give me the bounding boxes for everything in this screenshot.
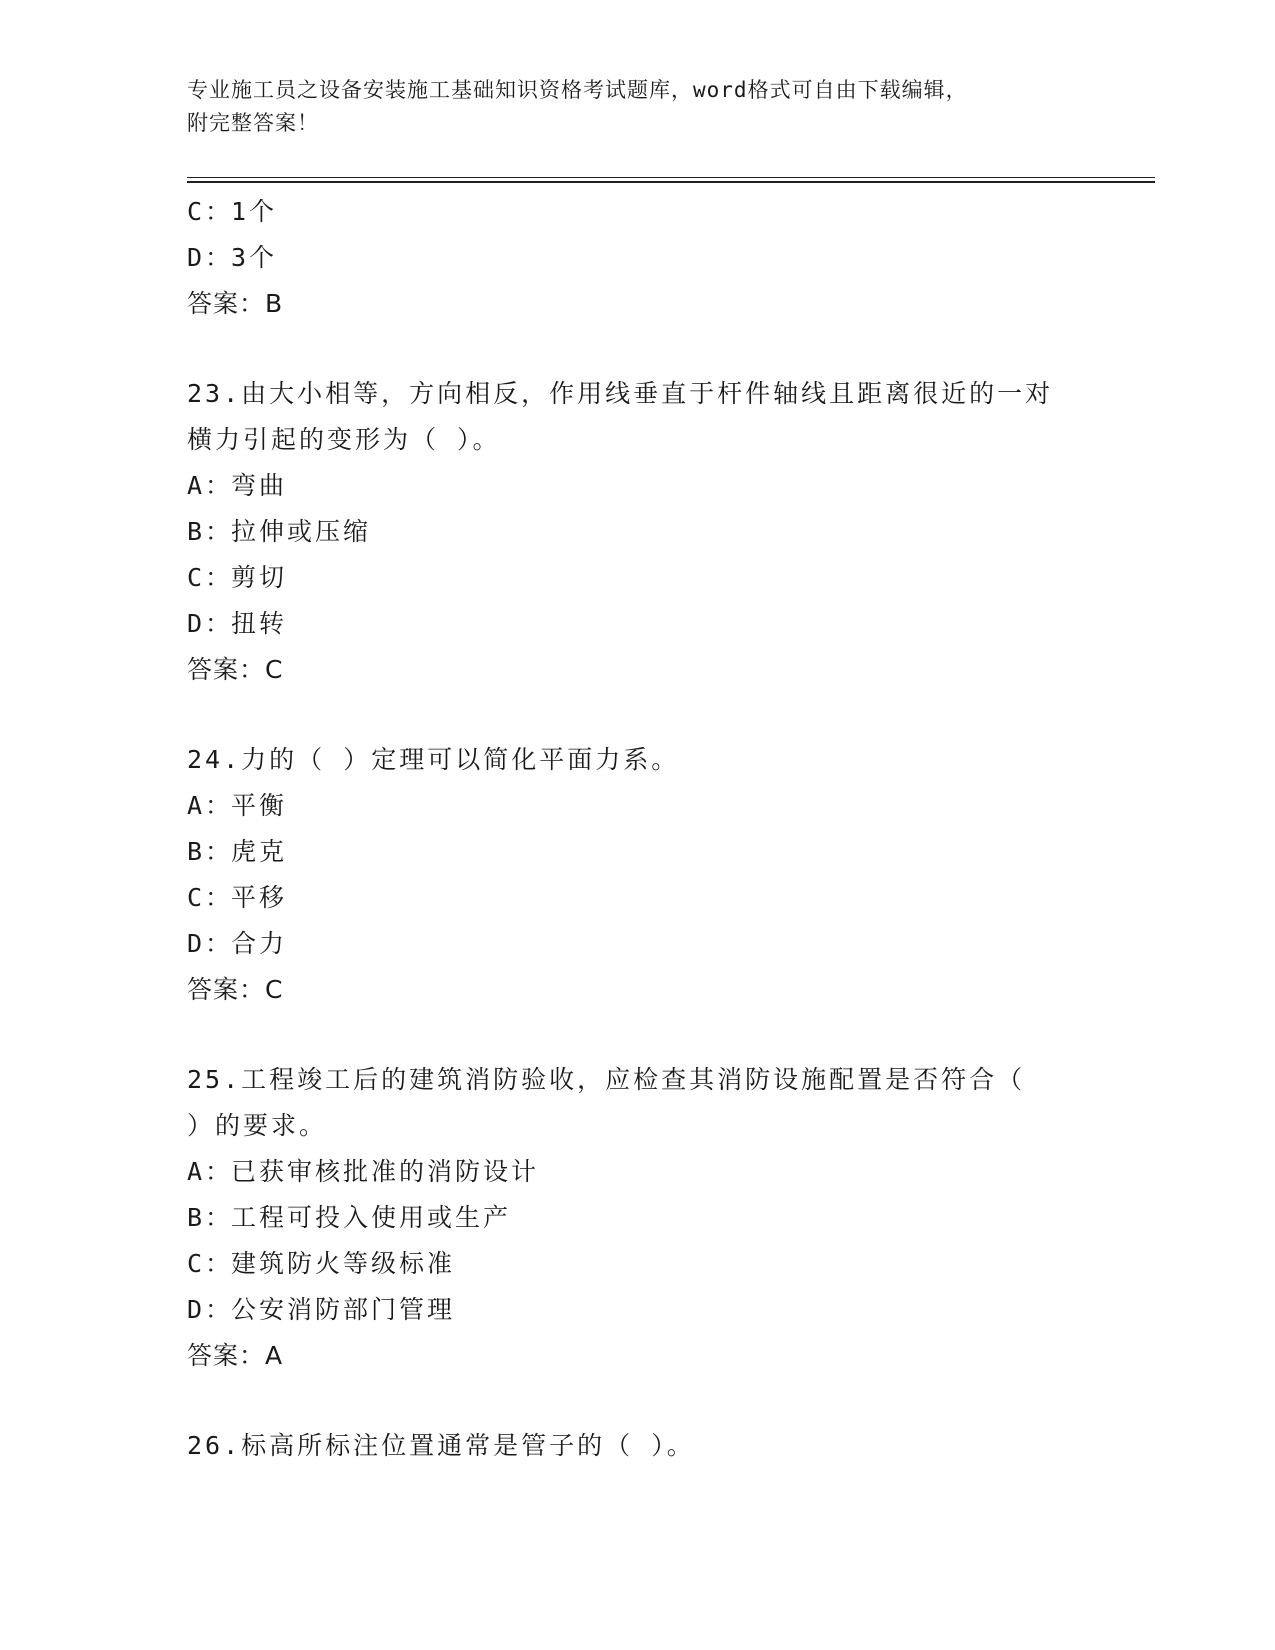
option-c [187,555,1147,601]
option-a [187,1149,1147,1195]
option-label: B： [187,837,234,866]
option-text: 平衡 [231,791,288,820]
option-label: A： [187,471,234,500]
option-b [187,829,1147,875]
option-label: B： [187,517,234,546]
option-b [187,509,1147,555]
question-stem: 26.标高所标注位置通常是管子的（ ）。 [187,1431,695,1460]
option-text: 拉伸或压缩 [231,517,372,546]
question-stem: ）的要求。 [187,1111,328,1140]
option-label: C： [187,563,234,592]
question-stem: 24.力的（ ）定理可以简化平面力系。 [187,745,680,774]
option-d [187,601,1147,647]
option-text: 平移 [231,883,288,912]
answer-line: 答案：A [187,1341,284,1370]
question-23 [187,371,1147,693]
option-text: 建筑防火等级标准 [231,1249,456,1278]
answer-line: 答案：B [187,289,284,318]
option-text: 剪切 [231,563,288,592]
header-title-line-2: 附完整答案！ [187,111,319,135]
option-text: 已获审核批准的消防设计 [231,1157,540,1186]
page-header [187,74,1087,140]
previous-question-tail [187,189,1147,327]
option-text: 合力 [231,929,288,958]
option-label: D： [187,1295,234,1324]
question-list [187,189,1147,1469]
option-text: 公安消防部门管理 [231,1295,456,1324]
option-label: B： [187,1203,234,1232]
option-text: 虎克 [231,837,288,866]
option-a [187,783,1147,829]
question-stem: 横力引起的变形为（ ）。 [187,425,501,454]
answer-line: 答案：C [187,975,284,1004]
option-d [187,1287,1147,1333]
option-text: 工程可投入使用或生产 [231,1203,512,1232]
option-text: 1个 [231,197,278,226]
option-d [187,921,1147,967]
option-label: C： [187,1249,234,1278]
option-text: 扭转 [231,609,288,638]
header-title-line-1: 专业施工员之设备安装施工基础知识资格考试题库，word格式可自由下载编辑， [187,78,968,102]
option-d [187,235,1147,281]
question-25 [187,1057,1147,1379]
option-b [187,1195,1147,1241]
option-c [187,189,1147,235]
question-stem: 25.工程竣工后的建筑消防验收，应检查其消防设施配置是否符合（ [187,1065,1026,1094]
option-a [187,463,1147,509]
header-divider-thick [187,181,1155,183]
option-label: A： [187,1157,234,1186]
option-text: 弯曲 [231,471,288,500]
question-stem: 23.由大小相等，方向相反，作用线垂直于杆件轴线且距离很近的一对 [187,379,1054,408]
question-24 [187,737,1147,1013]
option-c [187,875,1147,921]
answer-line: 答案：C [187,655,284,684]
question-26 [187,1423,1147,1469]
option-label: D： [187,243,234,272]
option-label: D： [187,929,234,958]
option-text: 3个 [231,243,278,272]
option-label: A： [187,791,234,820]
header-divider-thin [187,177,1155,178]
option-label: C： [187,883,234,912]
option-label: C： [187,197,234,226]
option-label: D： [187,609,234,638]
option-c [187,1241,1147,1287]
